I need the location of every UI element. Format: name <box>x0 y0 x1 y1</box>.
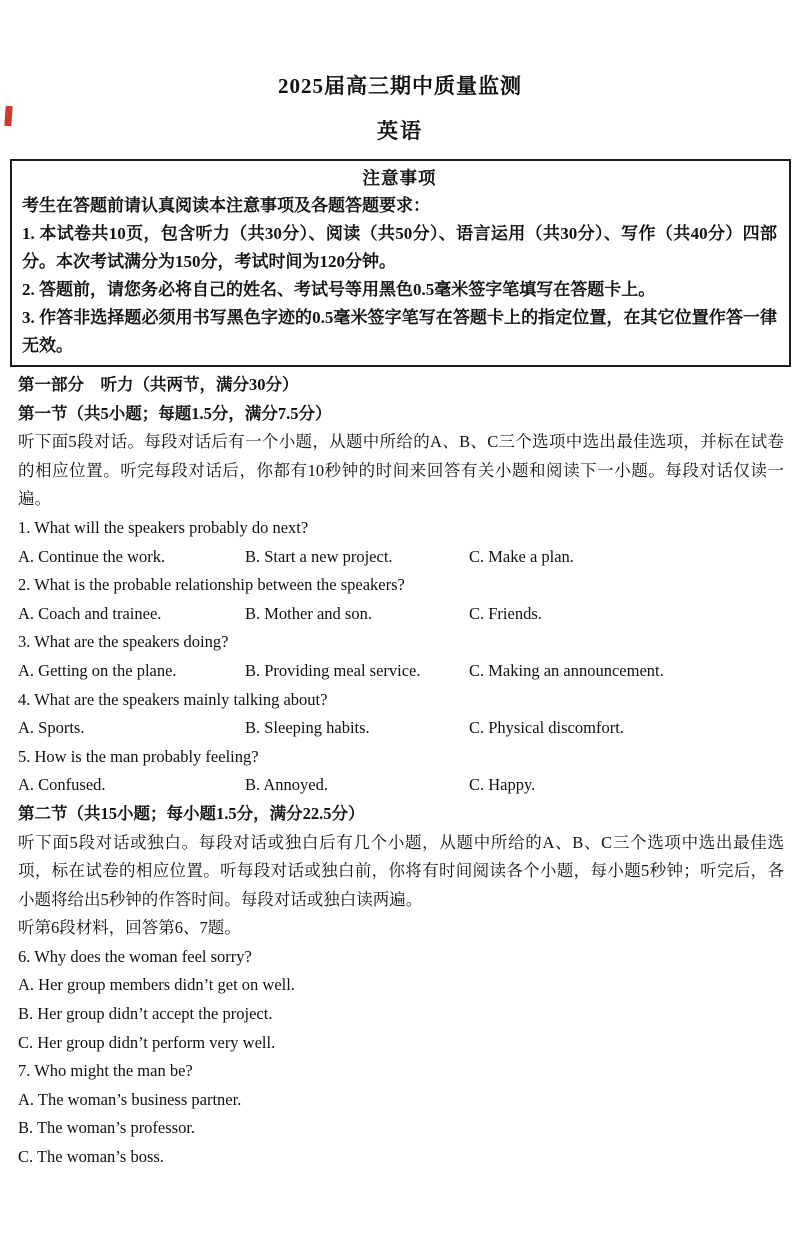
option-b: B. Providing meal service. <box>245 660 421 680</box>
option-c: C. Making an announcement. <box>469 660 664 680</box>
notice-box <box>10 159 791 367</box>
notice-heading: 注意事项 <box>362 168 437 188</box>
option-b: B. Her group didn’t accept the project. <box>18 1004 273 1024</box>
option-c: C. The woman’s boss. <box>18 1147 164 1167</box>
question-block-5 <box>18 743 784 800</box>
section2-heading: 第二节（共15小题；每小题1.5分，满分22.5分） <box>18 803 365 823</box>
question-block-4 <box>18 686 784 743</box>
option-c: C. Friends. <box>469 603 542 623</box>
option-b: B. Annoyed. <box>245 775 328 795</box>
question-options <box>18 657 784 686</box>
question-text: 1. What will the speakers probably do next? <box>18 517 309 537</box>
exam-body <box>0 367 800 1172</box>
red-corner-mark <box>4 106 12 126</box>
option-b: B. Mother and son. <box>245 603 372 623</box>
option-c: C. Physical discomfort. <box>469 718 624 738</box>
material6-intro: 听第6段材料，回答第6、7题。 <box>18 918 241 938</box>
notice-item-2: 2. 答题前，请您务必将自己的姓名、考试号等用黑色0.5毫米签字笔填写在答题卡上。 <box>22 280 656 299</box>
doc-title: 2025届高三期中质量监测 <box>278 74 522 98</box>
option-a: A. Getting on the plane. <box>18 660 177 680</box>
section1-heading: 第一节（共5小题；每题1.5分，满分7.5分） <box>18 403 332 423</box>
option-a: A. Confused. <box>18 775 106 795</box>
option-c: C. Make a plan. <box>469 546 574 566</box>
option-a: A. Her group members didn’t get on well. <box>18 975 295 995</box>
option-b: B. The woman’s professor. <box>18 1118 196 1138</box>
notice-item-1: 1. 本试卷共10页，包含听力（共30分）、阅读（共50分）、语言运用（共30分）、写作（共40分）四部分。本次考试满分为150分，考试时间为120分钟。 <box>22 224 777 271</box>
option-a: A. Continue the work. <box>18 546 166 566</box>
question-options <box>18 771 784 800</box>
question-block-6 <box>18 943 784 1057</box>
question-text: 5. How is the man probably feeling? <box>18 746 259 766</box>
section1-instructions: 听下面5段对话。每段对话后有一个小题，从题中所给的A、B、C三个选项中选出最佳选项，并标在试卷的相应位置。听完每段对话后，你都有10秒钟的时间来回答有关小题和阅读下一小题。每段对话仅读一遍。 <box>18 432 784 509</box>
question-options <box>18 543 784 572</box>
option-b: B. Start a new project. <box>245 546 393 566</box>
question-text: 3. What are the speakers doing? <box>18 632 229 652</box>
subject-title: 英语 <box>377 119 423 143</box>
question-block-7 <box>18 1057 784 1171</box>
option-b: B. Sleeping habits. <box>245 718 370 738</box>
question-block-2 <box>18 571 784 628</box>
notice-item-3: 3. 作答非选择题必须用书写黑色字迹的0.5毫米签字笔写在答题卡上的指定位置，在其它位置作答一律无效。 <box>22 308 777 355</box>
notice-intro: 考生在答题前请认真阅读本注意事项及各题答题要求： <box>22 196 430 215</box>
option-c: C. Her group didn’t perform very well. <box>18 1032 276 1052</box>
question-text: 6. Why does the woman feel sorry? <box>18 946 252 966</box>
question-block-1 <box>18 514 784 571</box>
option-a: A. The woman’s business partner. <box>18 1089 242 1109</box>
question-text: 7. Who might the man be? <box>18 1061 193 1081</box>
question-options <box>18 600 784 629</box>
option-a: A. Coach and trainee. <box>18 603 162 623</box>
section2-instructions: 听下面5段对话或独白。每段对话或独白后有几个小题，从题中所给的A、B、C三个选项中选出最佳选项，标在试卷的相应位置。听每段对话或独白前，你将有时间阅读各个小题，每小题5秒钟；听完后，各小题将给出5秒钟的作答时间。每段对话或独白读两遍。 <box>18 832 784 909</box>
part1-heading: 第一部分 听力（共两节，满分30分） <box>18 375 299 394</box>
question-text: 2. What is the probable relationship between the speakers? <box>18 575 405 595</box>
question-options <box>18 714 784 743</box>
option-c: C. Happy. <box>469 775 536 795</box>
question-text: 4. What are the speakers mainly talking about? <box>18 689 328 709</box>
option-a: A. Sports. <box>18 718 85 738</box>
question-block-3 <box>18 628 784 685</box>
